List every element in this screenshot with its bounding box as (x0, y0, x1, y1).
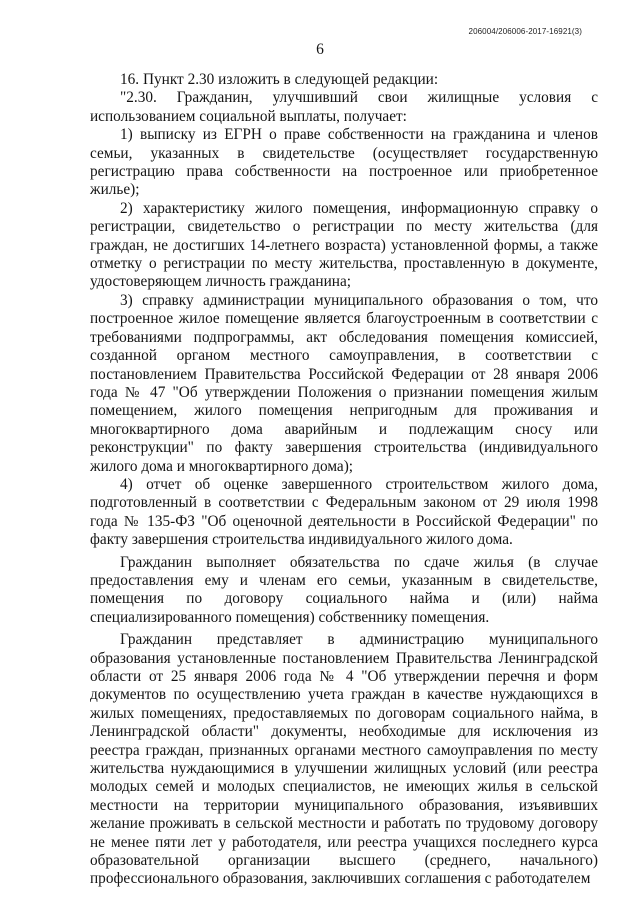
paragraph-heading: 16. Пункт 2.30 изложить в следующей редакции: (120, 71, 439, 88)
paragraph-obligations: Гражданин выполняет обязательства по сдаче жилья (в случае предоставления ему и членам его семьи, указанным в свидетельстве, помещения по договору социального найма и (или) найма специализированного помещения) собственнику помещения. (90, 553, 598, 626)
paragraph-item-4: 4) отчет об оценке завершенного строительством жилого дома, подготовленный в соответствии с Федеральным законом от 29 июля 1998 года № 135-ФЗ "Об оценочной деятельности в Российской Федерации" по факту завершения строительства индивидуального жилого дома. (90, 475, 598, 549)
paragraph-documents: Гражданин представляет в администрацию муниципального образования установленные постановлением Правительства Ленинградской области от 25 января 2006 года № 4 "Об утверждении перечня и форм документов по осуществлению учета граждан в качестве нуждающихся в жилых помещениях, предоставляемых по договорам социального найма, в Ленинградской области" документы, необходимые для исключения из реестра граждан, признанных органами местного самоуправления по месту жительства нуждающимися в улучшении жилищных условий (или реестра молодых семей и молодых специалистов, не имеющих жилья в сельской местности на территории муниципального образования, изъявивших желание проживать в сельской местности и работать по трудовому договору не менее пяти лет у работодателя, или реестра учащихся последнего курса образовательной организации высшего (среднего, начального) профессионального образования, заключивших соглашения с работодателем (90, 631, 598, 888)
document-body (90, 71, 598, 889)
paragraph-item-2: 2) характеристику жилого помещения, информационную справку о регистрации, свидетельство о регистрации по месту жительства (для граждан, не достигших 14-летнего возраста) установленной формы, а также отметку о регистрации по месту жительства, проставленную в документе, удостоверяющем личность гражданина; (90, 199, 598, 291)
page-number: 6 (316, 41, 324, 58)
paragraph-item-1: 1) выписку из ЕГРН о праве собственности на гражданина и членов семьи, указанных в свидетельстве (осуществляет государственную регистрацию права собственности на построенное или приобретенное жилье); (90, 126, 598, 199)
paragraph-item-3: 3) справку администрации муниципального образования о том, что построенное жилое помещение является благоустроенным в соответствии с требованиями подпрограммы, акт обследования помещения комиссией, созданной органом местного самоуправления, в соответствии с постановлением Правительства Российской Федерации от 28 января 2006 года № 47 "Об утверждении Положения о признании помещения жилым помещением, жилого помещения непригодным для проживания и многоквартирного дома аварийным и подлежащим сносу или реконструкции" по факту завершения строительства (индивидуального жилого дома и многоквартирного дома); (90, 291, 598, 475)
document-code: 206004/206006-2017-16921(3) (468, 27, 582, 36)
paragraph-2-30: "2.30. Гражданин, улучшивший свои жилищные условия с использованием социальной выплаты, получает: (90, 89, 598, 125)
